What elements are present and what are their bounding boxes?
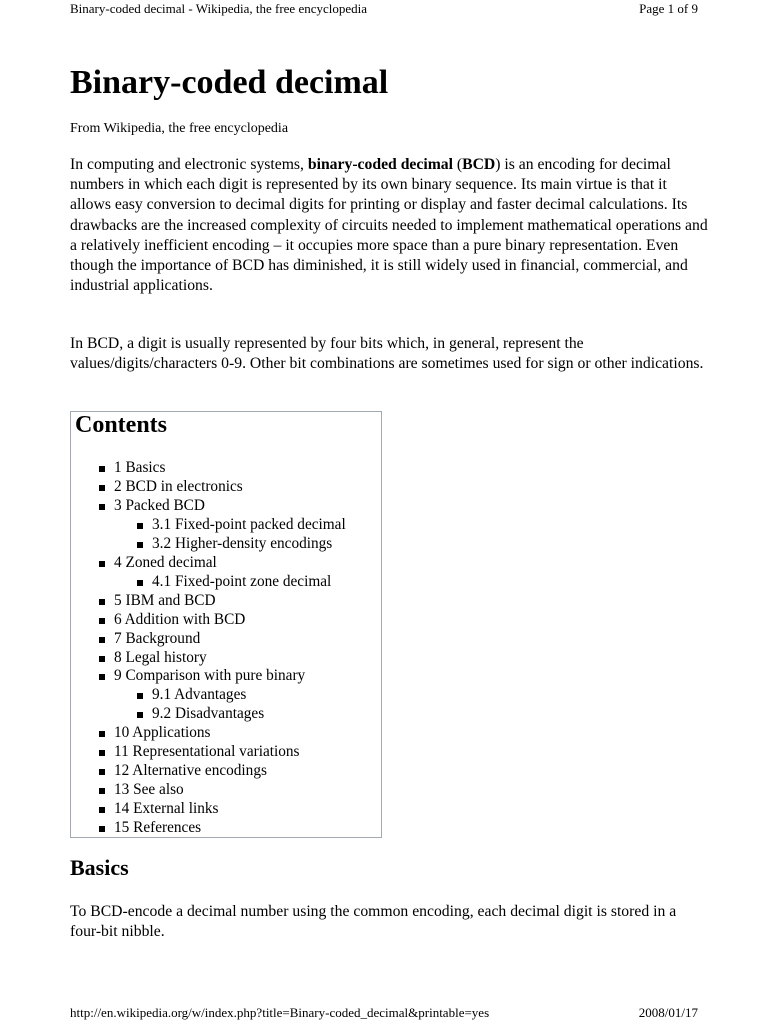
toc-item-ibm-and-bcd[interactable]: 5 IBM and BCD: [71, 592, 383, 611]
header-page-number: Page 1 of 9: [639, 1, 698, 16]
toc-item-applications[interactable]: 10 Applications: [71, 724, 383, 743]
toc-title: Contents: [75, 412, 168, 438]
toc-item-legal-history[interactable]: 8 Legal history: [71, 649, 383, 668]
footer-date: 2008/01/17: [638, 1005, 698, 1020]
toc-item-zoned-decimal[interactable]: 4 Zoned decimal: [71, 554, 383, 573]
toc-item-fixed-point-packed-decimal[interactable]: 3.1 Fixed-point packed decimal: [71, 516, 383, 535]
toc-item-disadvantages[interactable]: 9.2 Disadvantages: [71, 705, 383, 724]
footer-url: http://en.wikipedia.org/w/index.php?title=Binary-coded_decimal&printable=yes: [70, 1005, 490, 1020]
toc-item-representational-variations[interactable]: 11 Representational variations: [71, 743, 383, 762]
page-title: Binary-coded decimal: [70, 64, 389, 101]
intro-paragraph-1: [70, 155, 710, 296]
section-title-basics: Basics: [70, 855, 129, 880]
header-doc-title: Binary-coded decimal - Wikipedia, the free encyclopedia: [70, 1, 368, 16]
toc-item-comparison-with-pure-binary[interactable]: 9 Comparison with pure binary: [71, 667, 383, 686]
toc-item-background[interactable]: 7 Background: [71, 630, 383, 649]
bcd-abbreviation: BCD: [462, 156, 496, 173]
toc-item-addition-with-bcd[interactable]: 6 Addition with BCD: [71, 611, 383, 630]
toc-item-alternative-encodings[interactable]: 12 Alternative encodings: [71, 762, 383, 781]
article-tagline: From Wikipedia, the free encyclopedia: [70, 121, 289, 136]
toc-item-fixed-point-zone-decimal[interactable]: 4.1 Fixed-point zone decimal: [71, 573, 383, 592]
intro-paragraph-2: In BCD, a digit is usually represented by four bits which, in general, represent the values/digits/characters 0-9. Other bit combinations are sometimes used for sign or other indications.: [70, 335, 704, 373]
toc-item-advantages[interactable]: 9.1 Advantages: [71, 686, 383, 705]
toc-item-basics[interactable]: 1 Basics: [71, 459, 383, 478]
toc-list: [71, 459, 383, 838]
toc-item-bcd-in-electronics[interactable]: 2 BCD in electronics: [71, 478, 383, 497]
table-of-contents: [70, 411, 382, 838]
intro-text-a: In computing and electronic systems,: [70, 156, 308, 173]
toc-item-external-links[interactable]: 14 External links: [71, 800, 383, 819]
toc-item-see-also[interactable]: 13 See also: [71, 781, 383, 800]
basics-paragraph: To BCD-encode a decimal number using the common encoding, each decimal digit is stored in a four-bit nibble.: [70, 903, 677, 941]
toc-item-higher-density-encodings[interactable]: 3.2 Higher-density encodings: [71, 535, 383, 554]
intro-text-c: ) is an encoding for decimal numbers in which each digit is represented by its own binary sequence. Its main virtue is that it allows easy conversion to decimal digits for printing or display and faster decimal calculations. Its drawbacks are the increased complexity of circuits needed to implement mathematical operations and a relatively inefficient encoding – it occupies more space than a pure binary representation. Even though the importance of BCD has diminished, it is still widely used in financial, commercial, and industrial applications.: [70, 156, 708, 295]
bcd-term: binary-coded decimal: [307, 156, 453, 173]
intro-text-b: (: [452, 156, 463, 173]
toc-item-references[interactable]: 15 References: [71, 819, 383, 838]
toc-item-packed-bcd[interactable]: 3 Packed BCD: [71, 497, 383, 516]
